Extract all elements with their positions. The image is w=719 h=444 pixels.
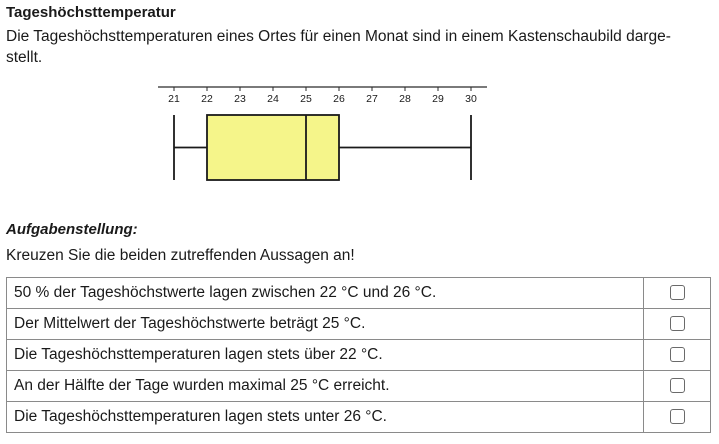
task-heading: Aufgabenstellung: (6, 221, 138, 238)
answer-options-table (6, 277, 711, 433)
checkbox-empty-icon[interactable] (670, 347, 685, 362)
axis-ticks (168, 87, 477, 105)
task-instruction: Kreuzen Sie die beiden zutreffenden Aussagen an! (6, 247, 355, 264)
checkbox-empty-icon[interactable] (670, 378, 685, 393)
axis-tick-label: 25 (300, 93, 312, 105)
axis-tick-label: 21 (168, 93, 180, 105)
axis-tick-label: 24 (267, 93, 279, 105)
option-checkbox-cell (644, 371, 711, 402)
option-row (7, 371, 711, 402)
option-statement: Die Tageshöchsttemperaturen lagen stets unter 26 °C. (7, 402, 644, 433)
option-statement: Die Tageshöchsttemperaturen lagen stets über 22 °C. (7, 340, 644, 371)
option-row (7, 309, 711, 340)
axis-tick-label: 30 (465, 93, 477, 105)
page-title: Tageshöchsttemperatur (6, 4, 176, 21)
interquartile-box (207, 115, 339, 180)
axis-tick-label: 26 (333, 93, 345, 105)
option-checkbox-cell (644, 402, 711, 433)
axis-tick-label: 29 (432, 93, 444, 105)
option-statement: An der Hälfte der Tage wurden maximal 25 °C erreicht. (7, 371, 644, 402)
intro-line-2: stellt. (6, 49, 43, 66)
option-checkbox-cell (644, 340, 711, 371)
box-plot-chart (0, 0, 719, 215)
option-statement: 50 % der Tageshöchstwerte lagen zwischen 22 °C und 26 °C. (7, 278, 644, 309)
option-checkbox-cell (644, 278, 711, 309)
checkbox-empty-icon[interactable] (670, 285, 685, 300)
option-row (7, 278, 711, 309)
checkbox-empty-icon[interactable] (670, 316, 685, 331)
option-checkbox-cell (644, 309, 711, 340)
intro-line-1: Die Tageshöchsttemperaturen eines Ortes für einen Monat sind in einem Kastenschaubild darge- (6, 28, 671, 45)
option-row (7, 340, 711, 371)
checkbox-empty-icon[interactable] (670, 409, 685, 424)
axis-tick-label: 27 (366, 93, 378, 105)
axis-tick-label: 23 (234, 93, 246, 105)
option-statement: Der Mittelwert der Tageshöchstwerte beträgt 25 °C. (7, 309, 644, 340)
box-plot (174, 115, 471, 180)
option-row (7, 402, 711, 433)
axis-tick-label: 28 (399, 93, 411, 105)
axis-tick-label: 22 (201, 93, 213, 105)
